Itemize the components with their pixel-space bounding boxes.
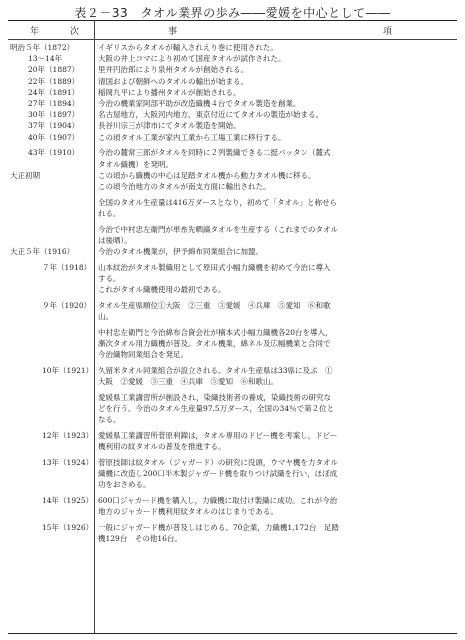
event-line: 一般にジャガード機が普及しはじめる。70企業，力織機1,172台 足踏 [98, 522, 339, 532]
row-event [94, 224, 457, 246]
table-row [8, 522, 457, 544]
event-line: 大阪の井上コマにより初めて国産タオルが試作された。 [98, 54, 286, 64]
table-row [8, 224, 457, 246]
event-line: 名古屋地方，大阪河内地方，東京付近にてタオルの製造が始まる。 [98, 110, 323, 120]
table-row [8, 181, 457, 192]
row-year: 27年（1894） [28, 99, 80, 109]
event-line: 愛媛県工業講習所菅原利鑅は，タオル専用のドビー機を考案し，ドビー [98, 430, 338, 440]
table-row [8, 246, 457, 257]
event-line: 稲岡九平により播州タオルが創始される。 [98, 87, 241, 97]
row-year: 15年（1926） [42, 522, 94, 532]
table-row [8, 76, 457, 87]
event-line: 機129台 その他16台。 [98, 533, 182, 543]
header-year-part2: 次 [70, 27, 80, 37]
row-year: 13～14年 [28, 54, 63, 64]
event-line: 織機に改造し200口半木製ジャガード機を取りつけ試織を行い，ほぼ成 [98, 468, 338, 478]
row-event [94, 42, 457, 53]
header-year-part1: 年 [30, 27, 40, 37]
row-event [94, 53, 457, 64]
event-line: 愛媛県工業講習所が創設され，染織技術者の養成，染織技術の研究な [98, 392, 331, 402]
row-event [94, 246, 457, 257]
event-line: 里井円治郎により泉州タオルが創始される。 [98, 65, 248, 75]
table-row [8, 132, 457, 143]
table-row [8, 365, 457, 387]
row-year [8, 327, 94, 361]
table-row [8, 197, 457, 219]
event-line: は後晒）。 [98, 235, 132, 245]
event-line: する。 [98, 273, 121, 283]
row-event [94, 64, 457, 75]
row-event [94, 392, 457, 426]
row-year: ９年（1920） [42, 300, 92, 310]
row-year [8, 197, 94, 219]
event-line: これがタオル織機使用の最初である。 [98, 285, 226, 295]
event-line: この頃今治地方のタオルが南支方面に輸出された。 [98, 181, 271, 191]
event-line: 600口ジャカード機を購入し，力織機に取付け製織に成功。これが今治 [98, 495, 338, 505]
row-year: ７年（1918） [42, 262, 92, 272]
row-year: 14年（1925） [42, 495, 94, 505]
table-row [8, 120, 457, 131]
event-line: この頃から織機の中心は足踏タオル機から動力タオル機に移る。 [98, 170, 316, 180]
event-line: 全国のタオル生産量は416万ダースとなり，初めて「タオル」と称せら [98, 197, 337, 207]
row-year: 10年（1921） [42, 365, 94, 375]
table-row [8, 495, 457, 517]
row-event [94, 98, 457, 109]
event-line: 菅原技師は紋タオル（ジャガード）の研究に没頭，ウマヤ機を力タオル [98, 457, 338, 467]
table-row [8, 53, 457, 64]
table-row [8, 109, 457, 120]
event-line: 中村忠左衛門と今治綿布合資会社が楠本式小幅力織機各20台を導入， [98, 327, 333, 337]
row-year [8, 181, 94, 192]
table-row [8, 327, 457, 361]
table-row [8, 170, 457, 181]
event-line: 大阪 ②愛媛 ③三重 ④兵庫 ⑤愛知 ⑥和歌山。 [98, 376, 278, 386]
header-event-part1: 事 [168, 27, 178, 37]
event-line: タオル生産県順位①大阪 ②三重 ③愛媛 ④兵庫 ⑤愛知 ⑥和歌 [98, 300, 331, 310]
table-row [8, 42, 457, 53]
table-title: 表２－33 タオル業界の歩み――愛媛を中心として―― [74, 6, 391, 20]
row-event [94, 300, 457, 322]
row-event [94, 197, 457, 219]
row-event [94, 76, 457, 87]
event-line: れる。 [98, 208, 121, 218]
event-line: 機利用の紋タオルの普及を推進する。 [98, 442, 226, 451]
row-event [94, 87, 457, 98]
row-year [8, 224, 94, 246]
row-event [94, 170, 457, 181]
event-line: 地方のジャカード機利用紋タオルのはじまりである。 [98, 507, 278, 517]
row-event [94, 327, 457, 361]
row-event [94, 284, 457, 295]
event-line: 今治の機業家阿部平助が改造織機４台でタオル製造を創業。 [98, 99, 301, 109]
table-row [8, 284, 457, 295]
event-line: なる。 [98, 415, 121, 425]
history-table [8, 20, 457, 634]
event-line: 山。 [98, 311, 113, 321]
header-event-part2: 項 [383, 27, 393, 37]
row-year: 40年（1907） [28, 132, 80, 142]
row-year: 大正初期 [10, 170, 40, 180]
event-line: 長谷川宗三が津市にてタオル製造を開始。 [98, 121, 241, 131]
row-year: 大正５年（1916） [10, 246, 75, 256]
row-event [94, 120, 457, 131]
table-row [8, 457, 457, 491]
event-line: 久留米タオル同業組合が設立される。タオル生産県は33県に及ぶ ① [98, 365, 333, 375]
table-header [8, 21, 457, 40]
row-year: 明治５年（1872） [10, 43, 75, 52]
row-year [8, 392, 94, 426]
event-line: イギリスからタオルが輸入されえり巻に使用された。 [98, 43, 278, 52]
table-row [8, 300, 457, 322]
row-event [94, 262, 457, 284]
row-event [94, 181, 457, 192]
event-line: どを行う。今治のタオル生産量97.5万ダース，全国の34％で第２位と [98, 403, 335, 413]
event-line: この頃タオル工業が家内工業から工場工業に移行する。 [98, 132, 286, 142]
event-line: 清国および朝鮮へのタオルの輸出が始まる。 [98, 76, 248, 86]
event-line: タオル織機）を発明。 [98, 159, 173, 169]
row-event [94, 132, 457, 143]
row-event [94, 430, 457, 452]
table-row [8, 430, 457, 452]
table-row [8, 262, 457, 284]
row-year: 37年（1904） [28, 121, 80, 131]
event-line: 今治のタオル機業が，伊予綿布同業組合に加盟。 [98, 246, 263, 256]
table-row [8, 64, 457, 75]
event-line: 功をおさめる。 [98, 480, 151, 490]
event-line: 山本紋治がタオル製織用として原田式小幅力織機を初めて今治に導入 [98, 262, 331, 272]
row-event [94, 365, 457, 387]
row-event [94, 147, 457, 169]
row-year: 13年（1924） [42, 457, 94, 467]
row-year: 30年（1897） [28, 110, 80, 120]
row-year [8, 284, 94, 295]
row-year: 22年（1889） [28, 76, 80, 86]
event-line: 漸次タオル用力織機が普及。タオル機業，綿ネル及広幅機業と合同で [98, 338, 331, 348]
row-year: 24年（1891） [28, 87, 80, 97]
row-event [94, 522, 457, 544]
row-event [94, 109, 457, 120]
row-year: 43年（1910） [28, 148, 80, 158]
row-year: 20年（1887） [28, 65, 80, 75]
table-row [8, 87, 457, 98]
event-line: 今治織物同業組合を発足。 [98, 350, 188, 360]
row-year: 12年（1923） [42, 430, 94, 440]
table-body [8, 42, 457, 544]
table-row [8, 98, 457, 109]
table-row [8, 147, 457, 169]
event-line: 今治で中村忠左衛門が単糸先晒縞タオルを生産する（これまでのタオル [98, 224, 338, 234]
row-event [94, 457, 457, 491]
row-event [94, 495, 457, 517]
table-row [8, 392, 457, 426]
event-line: 今治の麓常三郎がタオルを同時に２列製織できる二挺バッタン（麓式 [98, 148, 331, 158]
